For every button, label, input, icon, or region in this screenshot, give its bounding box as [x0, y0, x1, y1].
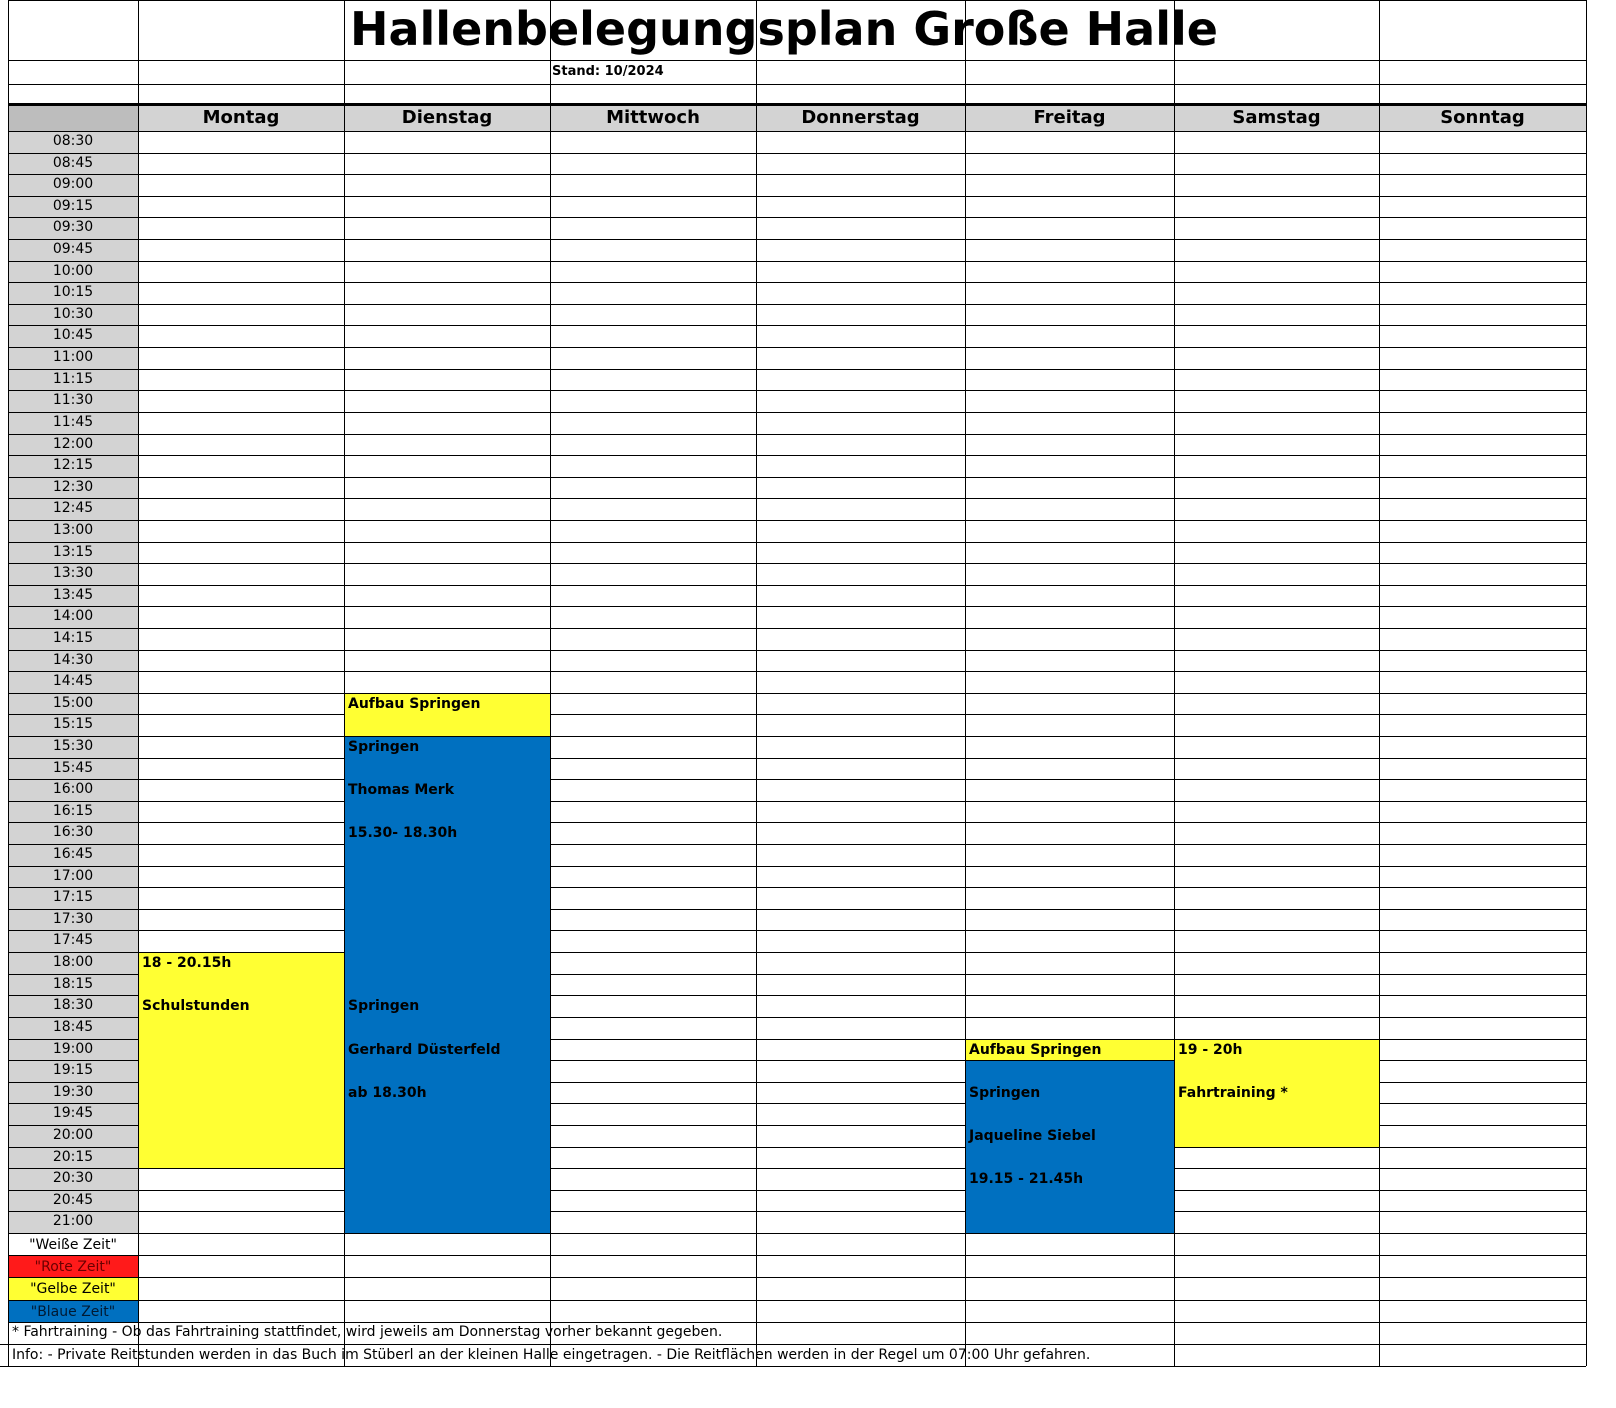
grid-row-line — [8, 779, 1586, 780]
time-label: 09:15 — [52, 197, 94, 214]
grid-row-line — [0, 1344, 1586, 1345]
time-label: 14:00 — [52, 608, 94, 625]
time-label: 21:00 — [52, 1213, 94, 1230]
grid-row-line — [8, 282, 1586, 283]
time-label: 17:15 — [52, 889, 94, 906]
day-header: Montag — [202, 107, 280, 128]
day-header: Mittwoch — [606, 107, 700, 128]
booking-text: 15.30- 18.30h — [348, 825, 458, 842]
grid-row-line — [8, 650, 1586, 651]
grid-row-line — [8, 369, 1586, 370]
grid-row-line — [8, 390, 1586, 391]
booking-text: Thomas Merk — [348, 782, 455, 799]
time-label: 09:30 — [52, 219, 94, 236]
grid-row-line — [8, 693, 1586, 694]
booking-text: ab 18.30h — [348, 1084, 427, 1101]
time-label: 08:45 — [52, 154, 94, 171]
grid-row-line — [8, 153, 1586, 154]
time-label: 20:45 — [52, 1191, 94, 1208]
time-label: 19:45 — [52, 1105, 94, 1122]
time-label: 13:45 — [52, 586, 94, 603]
day-header: Donnerstag — [801, 107, 920, 128]
time-label: 10:30 — [52, 305, 94, 322]
time-label: 11:15 — [52, 370, 94, 387]
time-label: 18:15 — [52, 975, 94, 992]
grid-row-line — [8, 1211, 1586, 1212]
booking-text: 18 - 20.15h — [142, 955, 232, 972]
time-label: 16:30 — [52, 824, 94, 841]
fahrtraining-note: * Fahrtraining - Ob das Fahrtraining stattfindet, wird jeweils am Donnerstag vorher bekannt gegeben. — [12, 1324, 723, 1340]
grid-row-line — [8, 455, 1586, 456]
grid-row-line — [8, 822, 1586, 823]
booking-text: Fahrtraining * — [1178, 1084, 1288, 1101]
grid-row-line — [8, 477, 1586, 478]
time-label: 15:30 — [52, 738, 94, 755]
day-header: Freitag — [1033, 107, 1106, 128]
grid-row-line — [8, 1168, 1586, 1169]
time-label: 12:00 — [52, 435, 94, 452]
legend-label: "Weiße Zeit" — [29, 1237, 117, 1253]
booking-text: Springen — [969, 1084, 1041, 1101]
grid-col-line — [550, 0, 551, 1366]
time-label: 15:45 — [52, 759, 94, 776]
time-label: 11:00 — [52, 349, 94, 366]
time-label: 13:30 — [52, 565, 94, 582]
grid-row-line — [8, 347, 1586, 348]
booking-fill — [345, 737, 550, 1233]
time-label: 13:15 — [52, 543, 94, 560]
time-label: 20:00 — [52, 1126, 94, 1143]
grid-row-line — [8, 520, 1586, 521]
booking-text: Springen — [348, 998, 420, 1015]
grid-row-line — [8, 758, 1586, 759]
day-header: Sonntag — [1440, 107, 1525, 128]
booking-text: Jaqueline Siebel — [969, 1127, 1096, 1144]
booking-text: Schulstunden — [142, 998, 250, 1015]
grid-row-line — [8, 736, 1586, 737]
grid-col-line — [1586, 0, 1587, 1366]
grid-row-line — [8, 217, 1586, 218]
grid-row-line — [8, 714, 1586, 715]
time-label: 15:15 — [52, 716, 94, 733]
time-label: 12:30 — [52, 478, 94, 495]
day-header: Dienstag — [401, 107, 493, 128]
booking-text: Gerhard Düsterfeld — [348, 1041, 501, 1058]
grid-row-line — [8, 887, 1586, 888]
legend-label: "Blaue Zeit" — [30, 1303, 116, 1320]
time-label: 16:00 — [52, 781, 94, 798]
grid-row-line — [8, 498, 1586, 499]
grid-row-line — [0, 1366, 1586, 1367]
grid-row-line — [8, 434, 1586, 435]
time-label: 17:45 — [52, 932, 94, 949]
info-note: Info: - Private Reitstunden werden in das Buch im Stüberl an der kleinen Halle eingetragen. - Die Reitflächen werden in der Regel um 07:00 Uhr gefahren. — [12, 1347, 1091, 1363]
day-header: Samstag — [1232, 107, 1321, 128]
booking-text: 19 - 20h — [1178, 1041, 1243, 1058]
booking-text: Springen — [348, 739, 420, 756]
grid-row-line — [8, 174, 1586, 175]
grid-row-line — [8, 60, 1586, 61]
grid-row-line — [8, 801, 1586, 802]
time-label: 16:15 — [52, 802, 94, 819]
grid-row-line — [8, 844, 1586, 845]
grid-row-line — [8, 585, 1586, 586]
time-label: 17:30 — [52, 910, 94, 927]
grid-row-line — [8, 1277, 1586, 1278]
legend-label: "Rote Zeit" — [34, 1259, 112, 1276]
time-label: 14:30 — [52, 651, 94, 668]
booking-text: Aufbau Springen — [969, 1041, 1102, 1058]
grid-row-line — [8, 1233, 1586, 1234]
time-label: 10:45 — [52, 327, 94, 344]
time-label: 14:15 — [52, 629, 94, 646]
time-label: 15:00 — [52, 694, 94, 711]
time-label: 12:45 — [52, 500, 94, 517]
grid-row-line — [8, 131, 1586, 132]
grid-row-line — [8, 930, 1586, 931]
grid-row-line — [8, 563, 1586, 564]
grid-col-line — [1379, 0, 1380, 1366]
time-label: 14:45 — [52, 673, 94, 690]
grid-row-line — [8, 1255, 1586, 1256]
grid-row-line — [8, 84, 1586, 85]
time-label: 08:30 — [52, 133, 94, 149]
time-label: 11:30 — [52, 392, 94, 409]
grid-row-line — [8, 671, 1586, 672]
time-label: 20:30 — [52, 1170, 94, 1187]
booking-text: Aufbau Springen — [348, 695, 481, 712]
grid-row-line — [8, 909, 1586, 910]
time-label: 19:30 — [52, 1083, 94, 1100]
grid-row-line — [8, 0, 1586, 1]
time-label: 09:45 — [52, 241, 94, 258]
time-label: 19:15 — [52, 1062, 94, 1079]
header-rule — [8, 103, 1586, 106]
grid-row-line — [8, 412, 1586, 413]
grid-row-line — [8, 1300, 1586, 1301]
time-label: 12:15 — [52, 457, 94, 474]
booking-fill — [139, 953, 344, 1168]
grid-row-line — [8, 866, 1586, 867]
time-label: 19:00 — [52, 1040, 94, 1057]
time-label: 18:00 — [52, 954, 94, 971]
legend-label: "Gelbe Zeit" — [30, 1281, 116, 1298]
time-label: 11:45 — [52, 413, 94, 430]
grid-row-line — [8, 628, 1586, 629]
time-label: 18:45 — [52, 1018, 94, 1035]
grid-row-line — [8, 239, 1586, 240]
time-label: 18:30 — [52, 997, 94, 1014]
time-label: 09:00 — [52, 176, 94, 193]
grid-row-line — [8, 325, 1586, 326]
booking-text: 19.15 - 21.45h — [969, 1171, 1084, 1188]
time-label: 17:00 — [52, 867, 94, 884]
time-label: 10:15 — [52, 284, 94, 301]
time-label: 16:45 — [52, 846, 94, 863]
grid-row-line — [8, 606, 1586, 607]
time-label: 20:15 — [52, 1148, 94, 1165]
time-label: 10:00 — [52, 262, 94, 279]
grid-col-line — [1174, 0, 1175, 1366]
grid-col-line — [756, 0, 757, 1366]
corner-header-bg — [8, 105, 138, 131]
time-label: 13:00 — [52, 521, 94, 538]
grid-row-line — [8, 196, 1586, 197]
grid-row-line — [8, 1190, 1586, 1191]
grid-row-line — [8, 542, 1586, 543]
grid-row-line — [8, 261, 1586, 262]
stand-label: Stand: 10/2024 — [552, 64, 664, 79]
grid-row-line — [8, 304, 1586, 305]
page-title: Hallenbelegungsplan Große Halle — [350, 2, 1218, 56]
